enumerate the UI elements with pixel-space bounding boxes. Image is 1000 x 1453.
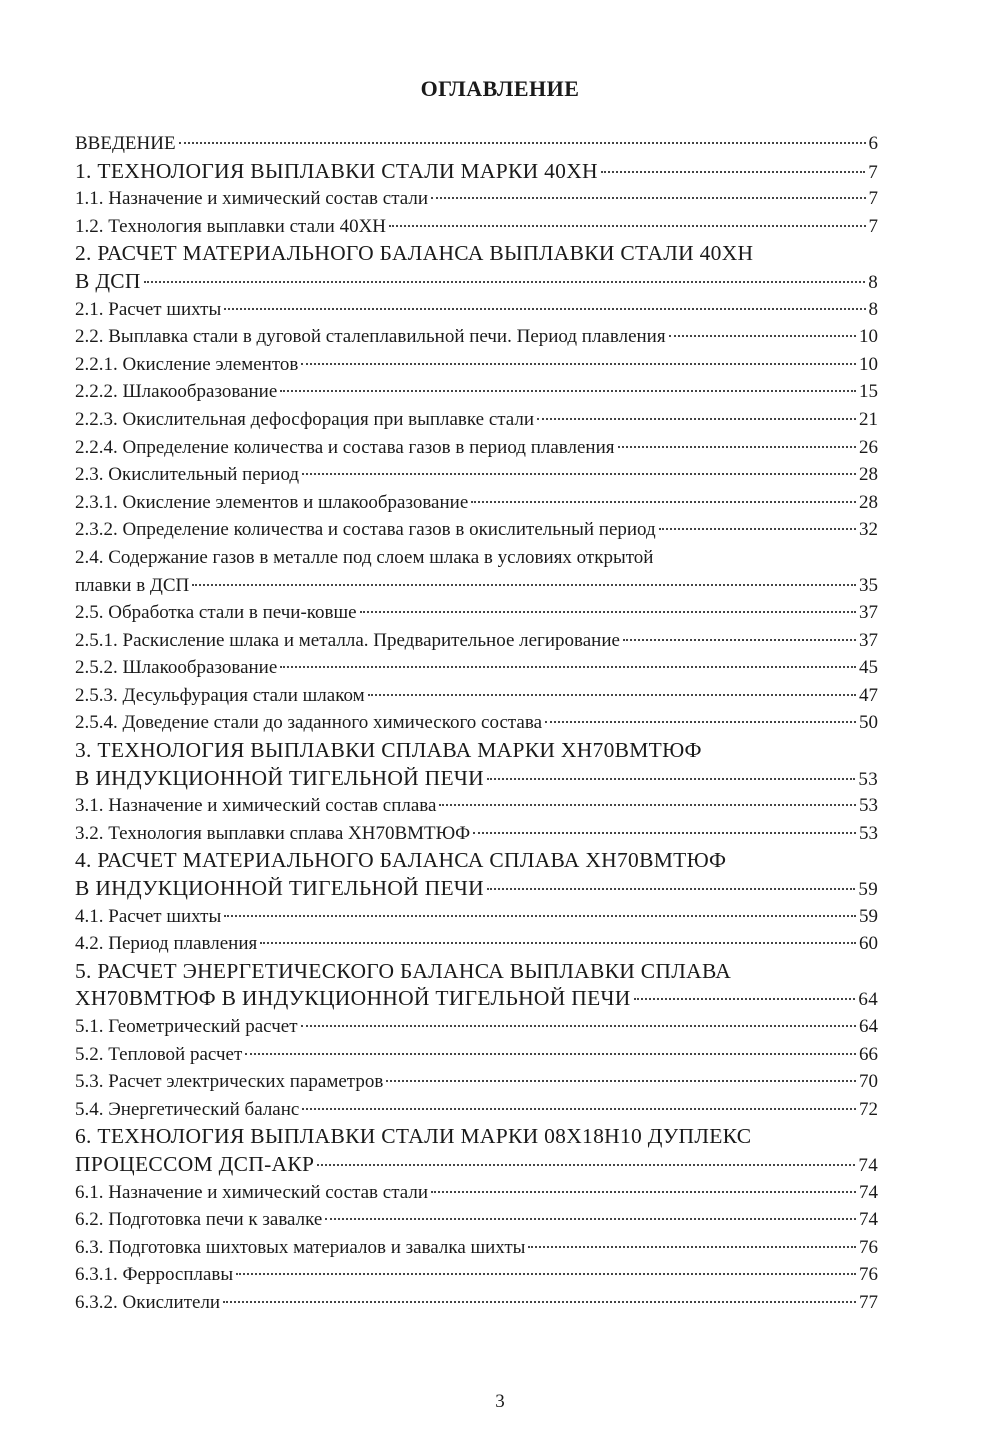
- dot-leader: [537, 418, 856, 420]
- dot-leader: [144, 281, 865, 283]
- toc-entry-title: 6.1. Назначение и химический состав стали: [75, 1181, 428, 1203]
- dot-leader: [301, 363, 856, 365]
- dot-leader: [224, 915, 856, 917]
- dot-leader: [192, 584, 856, 586]
- dot-leader: [623, 639, 856, 641]
- toc-entry-title: 1. ТЕХНОЛОГИЯ ВЫПЛАВКИ СТАЛИ МАРКИ 40ХН: [75, 158, 598, 183]
- toc-entry-page: 47: [859, 684, 878, 706]
- toc-entry-first-line: [75, 544, 878, 572]
- toc-entry-page: 35: [859, 574, 878, 596]
- toc-entry[interactable]: [75, 985, 878, 1013]
- toc-entry-page: 8: [868, 298, 878, 320]
- dot-leader: [487, 778, 855, 780]
- toc-entry[interactable]: [75, 627, 878, 655]
- page-number: 3: [495, 1391, 505, 1412]
- toc-entry-page: 66: [859, 1043, 878, 1065]
- toc-entry-title: 2.4. Содержание газов в металле под слоем шлака в условиях открытой: [75, 546, 654, 568]
- toc-entry[interactable]: [75, 434, 878, 462]
- dot-leader: [431, 197, 866, 199]
- toc-entry-page: 21: [859, 408, 878, 430]
- dot-leader: [280, 666, 856, 668]
- toc-entry-page: 45: [859, 657, 878, 679]
- toc-entry-page: 59: [858, 879, 878, 901]
- toc-entry-page: 72: [859, 1098, 878, 1120]
- toc-entry-title: 6.2. Подготовка печи к завалке: [75, 1209, 323, 1231]
- toc-entry-page: 7: [868, 188, 878, 210]
- dot-leader: [302, 473, 856, 475]
- dot-leader: [669, 335, 856, 337]
- toc-entry-page: 28: [859, 491, 878, 513]
- toc-entry-page: 10: [859, 326, 878, 348]
- toc-entry-first-line: [75, 240, 878, 268]
- toc-entry[interactable]: [75, 268, 878, 296]
- toc-entry[interactable]: [75, 130, 878, 158]
- toc-entry-title: 4.2. Период плавления: [75, 933, 258, 955]
- toc-entry-title: 2.5.4. Доведение стали до заданного химического состава: [75, 712, 543, 734]
- dot-leader: [317, 1164, 855, 1166]
- toc-entry-title: 4.1. Расчет шихты: [75, 905, 222, 927]
- toc-entry-page: 8: [868, 271, 878, 293]
- toc-entry-page: 50: [859, 712, 878, 734]
- dot-leader: [368, 694, 856, 696]
- dot-leader: [487, 888, 855, 890]
- toc-entry-title: ХН70ВМТЮФ В ИНДУКЦИОННОЙ ТИГЕЛЬНОЙ ПЕЧИ: [75, 986, 631, 1011]
- toc-entry[interactable]: [75, 1068, 878, 1096]
- dot-leader: [528, 1246, 856, 1248]
- toc-entry-title: 2. РАСЧЕТ МАТЕРИАЛЬНОГО БАЛАНСА ВЫПЛАВКИ СТАЛИ 40ХН: [75, 241, 754, 266]
- toc-entry[interactable]: [75, 158, 878, 186]
- toc-entry-title: 2.5.3. Десульфурация стали шлаком: [75, 684, 365, 706]
- dot-leader: [659, 528, 856, 530]
- toc-entry-title: 4. РАСЧЕТ МАТЕРИАЛЬНОГО БАЛАНСА СПЛАВА ХН70ВМТЮФ: [75, 848, 727, 873]
- toc-entry-title: 5. РАСЧЕТ ЭНЕРГЕТИЧЕСКОГО БАЛАНСА ВЫПЛАВКИ СПЛАВА: [75, 958, 732, 983]
- toc-entry[interactable]: [75, 1289, 878, 1317]
- toc-entry-first-line: [75, 847, 878, 875]
- toc-entry-title: 1.1. Назначение и химический состав стали: [75, 188, 428, 210]
- toc-entry-title: ПРОЦЕССОМ ДСП-АКР: [75, 1151, 315, 1176]
- toc-entry[interactable]: [75, 903, 878, 931]
- toc-entry-title: 2.2. Выплавка стали в дуговой сталеплавильной печи. Период плавления: [75, 326, 666, 348]
- toc-entry-title: 2.1. Расчет шихты: [75, 298, 222, 320]
- toc-entry[interactable]: [75, 323, 878, 351]
- dot-leader: [360, 611, 856, 613]
- toc-entry-page: 28: [859, 464, 878, 486]
- toc-entry-title: 5.4. Энергетический баланс: [75, 1098, 300, 1120]
- dot-leader: [301, 1025, 856, 1027]
- toc-entry[interactable]: [75, 792, 878, 820]
- dot-leader: [236, 1273, 856, 1275]
- dot-leader: [473, 832, 856, 834]
- dot-leader: [223, 1301, 856, 1303]
- dot-leader: [618, 446, 857, 448]
- dot-leader: [280, 390, 856, 392]
- toc-entry[interactable]: [75, 296, 878, 324]
- toc-entry[interactable]: [75, 406, 878, 434]
- dot-leader: [389, 225, 865, 227]
- toc-entry[interactable]: [75, 709, 878, 737]
- dot-leader: [325, 1218, 856, 1220]
- table-of-contents: [75, 130, 878, 1317]
- toc-entry-title: 3. ТЕХНОЛОГИЯ ВЫПЛАВКИ СПЛАВА МАРКИ ХН70ВМТЮФ: [75, 738, 702, 763]
- toc-entry[interactable]: [75, 1261, 878, 1289]
- toc-entry[interactable]: [75, 875, 878, 903]
- dot-leader: [260, 942, 856, 944]
- dot-leader: [545, 721, 856, 723]
- dot-leader: [471, 501, 856, 503]
- toc-entry[interactable]: [75, 820, 878, 848]
- toc-entry[interactable]: [75, 351, 878, 379]
- toc-entry-page: 7: [868, 215, 878, 237]
- toc-entry-title: 6.3. Подготовка шихтовых материалов и завалка шихты: [75, 1236, 526, 1258]
- toc-entry-page: 76: [859, 1236, 878, 1258]
- toc-entry-title: 2.3.2. Определение количества и состава газов в окислительный период: [75, 519, 656, 541]
- toc-entry-title: В ИНДУКЦИОННОЙ ТИГЕЛЬНОЙ ПЕЧИ: [75, 765, 485, 790]
- toc-entry-page: 74: [858, 1154, 878, 1176]
- toc-entry[interactable]: [75, 1234, 878, 1262]
- toc-entry-title: В ДСП: [75, 268, 141, 293]
- toc-entry-title: 2.3.1. Окисление элементов и шлакообразование: [75, 491, 469, 513]
- toc-entry-title: плавки в ДСП: [75, 574, 190, 596]
- toc-entry-title: 3.1. Назначение и химический состав сплава: [75, 795, 437, 817]
- toc-entry-title: 1.2. Технология выплавки стали 40ХН: [75, 215, 387, 237]
- toc-entry[interactable]: [75, 599, 878, 627]
- toc-entry-title: 5.3. Расчет электрических параметров: [75, 1071, 384, 1093]
- toc-entry-page: 59: [859, 905, 878, 927]
- toc-entry-page: 74: [859, 1209, 878, 1231]
- dot-leader: [634, 998, 856, 1000]
- toc-entry-page: 74: [859, 1181, 878, 1203]
- toc-entry-page: 64: [858, 989, 878, 1011]
- toc-entry-page: 64: [859, 1016, 878, 1037]
- toc-entry-page: 15: [859, 381, 878, 403]
- toc-entry-title: 2.5. Обработка стали в печи-ковше: [75, 602, 357, 624]
- toc-entry-title: 2.2.1. Окисление элементов: [75, 353, 299, 375]
- toc-entry-title: 5.2. Тепловой расчет: [75, 1043, 243, 1065]
- toc-entry[interactable]: [75, 654, 878, 682]
- toc-entry-page: 53: [859, 795, 878, 817]
- toc-entry-title: 2.5.1. Раскисление шлака и металла. Предварительное легирование: [75, 629, 620, 651]
- toc-entry-first-line: [75, 1123, 878, 1151]
- toc-entry[interactable]: [75, 378, 878, 406]
- toc-entry-title: ВВЕДЕНИЕ: [75, 133, 176, 154]
- toc-entry-title: 2.3. Окислительный период: [75, 464, 300, 486]
- toc-entry-title: 6.3.2. Окислители: [75, 1291, 221, 1313]
- toc-entry[interactable]: [75, 765, 878, 793]
- toc-entry[interactable]: [75, 682, 878, 710]
- toc-entry-title: 3.2. Технология выплавки сплава ХН70ВМТЮФ: [75, 822, 471, 844]
- toc-entry-title: 6.3.1. Ферросплавы: [75, 1264, 234, 1286]
- toc-entry-title: 5.1. Геометрический расчет: [75, 1016, 298, 1037]
- dot-leader: [431, 1191, 856, 1193]
- toc-entry-title: 2.2.2. Шлакообразование: [75, 381, 278, 403]
- toc-entry[interactable]: [75, 1151, 878, 1179]
- toc-entry-title: 6. ТЕХНОЛОГИЯ ВЫПЛАВКИ СТАЛИ МАРКИ 08Х18Н10 ДУПЛЕКС: [75, 1124, 752, 1149]
- toc-entry[interactable]: [75, 185, 878, 213]
- toc-entry-title: 2.2.3. Окислительная дефосфорация при выплавке стали: [75, 408, 535, 430]
- dot-leader: [386, 1080, 856, 1082]
- toc-entry-page: 7: [868, 161, 878, 183]
- toc-entry[interactable]: [75, 572, 878, 600]
- toc-entry-first-line: [75, 737, 878, 765]
- toc-entry-page: 10: [859, 353, 878, 375]
- toc-entry-page: 70: [859, 1071, 878, 1093]
- dot-leader: [245, 1053, 856, 1055]
- toc-entry-page: 53: [859, 822, 878, 844]
- toc-entry[interactable]: [75, 213, 878, 241]
- toc-entry-page: 6: [868, 133, 878, 154]
- toc-entry-title: 2.2.4. Определение количества и состава газов в период плавления: [75, 436, 615, 458]
- toc-entry-page: 53: [858, 768, 878, 790]
- toc-entry[interactable]: [75, 489, 878, 517]
- toc-entry[interactable]: [75, 1206, 878, 1234]
- toc-entry[interactable]: [75, 461, 878, 489]
- toc-entry-first-line: [75, 958, 878, 986]
- toc-entry-page: 37: [859, 629, 878, 651]
- toc-entry-page: 60: [859, 933, 878, 955]
- toc-entry-page: 32: [859, 519, 878, 541]
- toc-entry-page: 26: [859, 436, 878, 458]
- toc-entry[interactable]: [75, 1041, 878, 1069]
- toc-entry-page: 37: [859, 602, 878, 624]
- toc-entry-title: В ИНДУКЦИОННОЙ ТИГЕЛЬНОЙ ПЕЧИ: [75, 876, 485, 901]
- toc-entry-page: 76: [859, 1264, 878, 1286]
- toc-entry[interactable]: [75, 930, 878, 958]
- toc-entry[interactable]: [75, 1179, 878, 1207]
- dot-leader: [439, 804, 856, 806]
- toc-entry[interactable]: [75, 1013, 878, 1041]
- toc-entry[interactable]: [75, 1096, 878, 1124]
- dot-leader: [302, 1108, 856, 1110]
- toc-entry-page: 77: [859, 1291, 878, 1313]
- dot-leader: [179, 142, 866, 144]
- dot-leader: [601, 171, 865, 173]
- toc-entry-title: 2.5.2. Шлакообразование: [75, 657, 278, 679]
- page-title: ОГЛАВЛЕНИЕ: [420, 76, 580, 101]
- dot-leader: [224, 308, 865, 310]
- toc-entry[interactable]: [75, 516, 878, 544]
